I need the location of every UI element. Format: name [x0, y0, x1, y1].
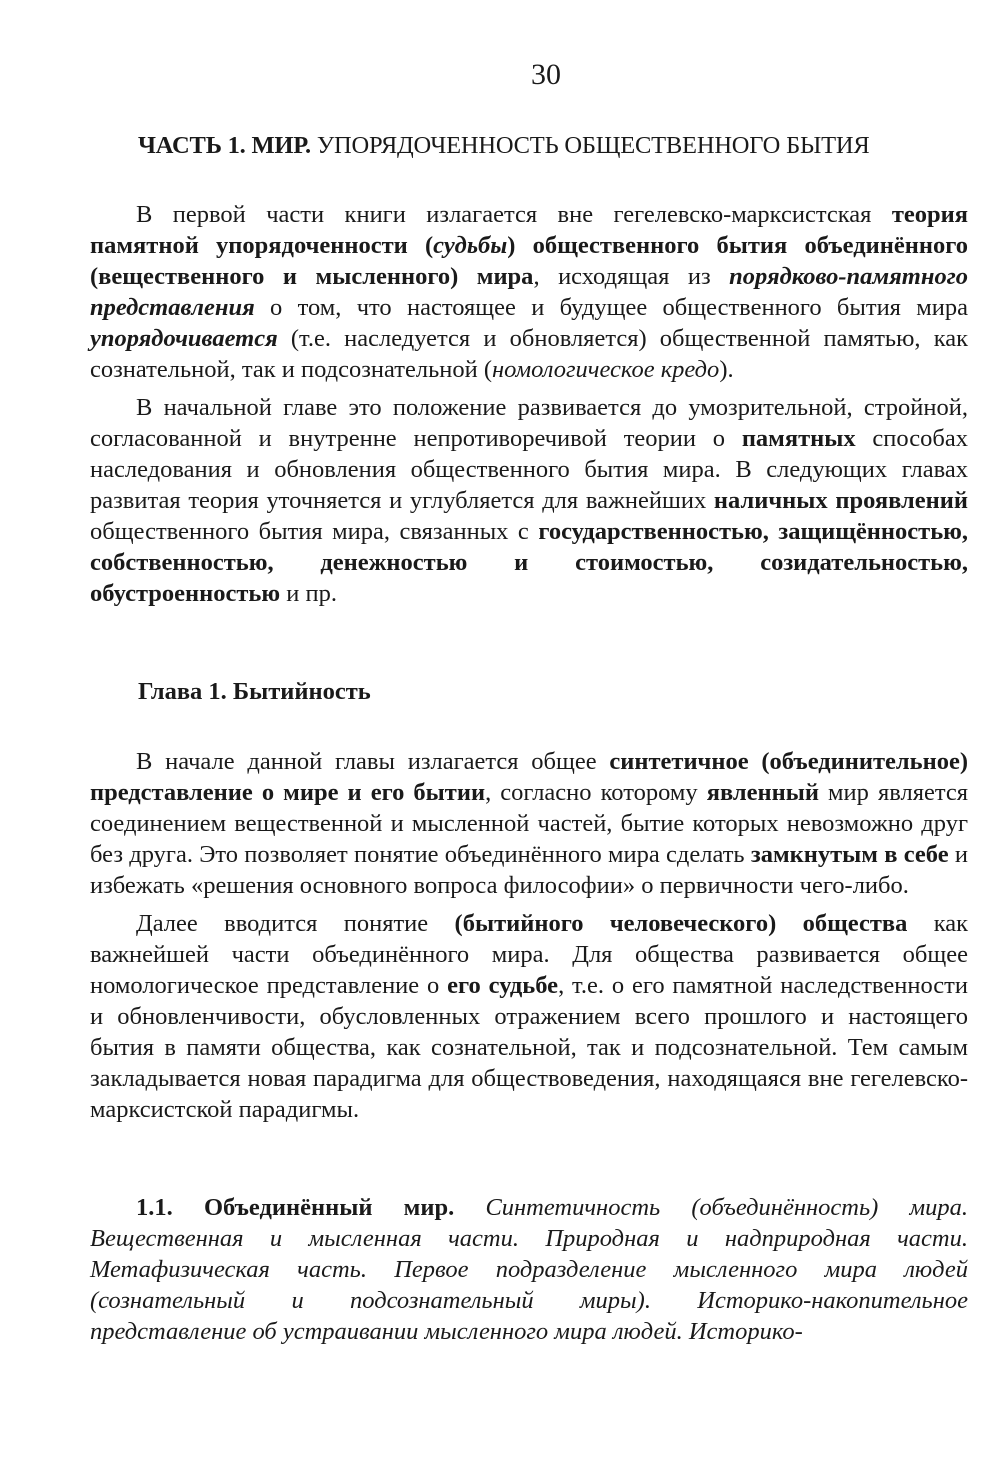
text-run: В первой части книги излагается вне гегелевско-марксистская: [136, 201, 892, 228]
text-run: ) мира. Вещественная и мысленная части. Природная и надприродная части. Метафизическая часть. Первое подразделение мысленного мира людей (сознательный и подсознательный миры). Историко-накопительное представление об устраивании мысленного мира людей. Историко-: [90, 1194, 968, 1345]
text-run: как важнейшей части объединённого мира. Для общества развивается общее номологическое представление о: [90, 910, 969, 999]
text-run: , исходящая из: [533, 263, 730, 290]
page-number: 30: [531, 58, 561, 91]
text-run: (т.е. наследуется и обновляется) общественной памятью, как сознательной, так и подсознательной (: [90, 325, 968, 383]
chapter-intro-paragraph-1: [90, 746, 968, 901]
text-run: судьбы: [433, 232, 508, 259]
text-run: синтетичное (объединительное) представление о мире и его бытии: [90, 748, 968, 806]
text-run: объединённость: [699, 1194, 871, 1221]
text-run: памятных: [741, 425, 856, 452]
text-run: его судьбе: [447, 972, 559, 999]
text-run: Далее вводится понятие: [136, 910, 455, 937]
chapter-intro: [90, 746, 968, 1125]
part-intro: [90, 199, 968, 609]
text-run: мир является соединением вещественной и мысленной частей, бытие которых невозможно друг без друга. Это позволяет понятие объединённого мира сделать: [90, 779, 968, 868]
text-run: упорядочивается: [90, 325, 278, 352]
text-run: В начале данной главы излагается общее: [136, 748, 610, 775]
text-run: ).: [719, 356, 734, 383]
text-run: явленный: [706, 779, 819, 806]
text-run: государственностью, защищённостью, собственностью, денежностью и стоимостью, созидательностью, обустроенностью: [90, 518, 968, 607]
text-run: замкнутым в себе: [750, 841, 949, 868]
text-run: , т.е. о его памятной наследственности и обновленчивости, обусловленных отражением всего прошлого и настоящего бытия в памяти общества, как сознательной, так и подсознательной. Тем самым закладывается новая парадигма для обществоведения, находящаяся вне гегелевско-марксистской парадигмы.: [90, 972, 968, 1123]
text-run: теория памятной упорядоченности (: [90, 201, 968, 259]
chapter-intro-paragraph-2: [90, 908, 968, 1125]
text-run: порядково-памятного представления: [90, 263, 968, 321]
text-run: и пр.: [280, 580, 337, 607]
part-title-regular: УПОРЯДОЧЕННОСТЬ ОБЩЕСТВЕННОГО БЫТИЯ: [310, 132, 870, 159]
section-1-1-paragraph: [90, 1192, 968, 1347]
text-run: 1.1. Объединённый мир.: [136, 1194, 455, 1221]
text-run: номологическое кредо: [492, 356, 720, 383]
chapter-title: Глава 1. Бытийность: [138, 678, 371, 705]
part-intro-paragraph-1: [90, 199, 968, 385]
text-run: общественного бытия мира, связанных с: [90, 518, 539, 545]
text-run: способах наследования и обновления общественного бытия мира. В следующих главах развитая теория уточняется и углубляется для важнейших: [90, 425, 968, 514]
text-run: Синтетичность (: [454, 1194, 700, 1221]
text-run: и избежать «решения основного вопроса философии» о первичности чего-либо.: [90, 841, 969, 899]
part-title-bold: ЧАСТЬ 1. МИР.: [138, 132, 311, 159]
text-run: (бытийного человеческого) общества: [454, 910, 908, 937]
text-run: В начальной главе это положение развивается до умозрительной, стройной, согласованной и внутренне непротиворечивой теории о: [90, 394, 968, 452]
text-run: ) общественного бытия объединённого (вещественного и мысленного) мира: [90, 232, 968, 290]
section-1-1: [90, 1192, 968, 1347]
text-run: наличных проявлений: [713, 487, 968, 514]
text-run: о том, что настоящее и будущее общественного бытия мира: [254, 294, 968, 321]
text-run: , согласно которому: [485, 779, 707, 806]
part-title: [90, 132, 1000, 160]
part-intro-paragraph-2: [90, 392, 968, 609]
